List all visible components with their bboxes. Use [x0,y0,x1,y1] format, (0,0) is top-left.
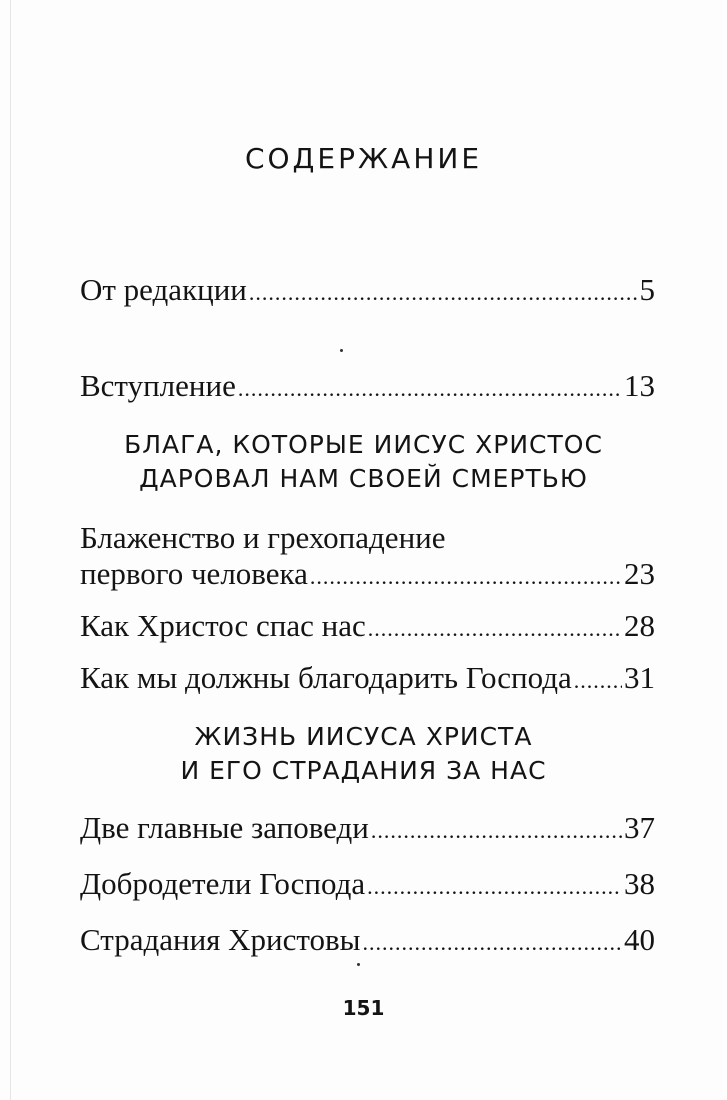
page-number: 151 [342,996,385,1020]
toc-entry-label: первого человека [80,556,308,591]
toc-entry-label: Как Христос спас нас [80,608,366,643]
toc-entry-label-line1: Блаженство и грехопадение [80,520,446,555]
toc-entry-page: 38 [624,866,655,901]
toc-entry-page: 23 [624,556,655,591]
toc-entry[interactable] [80,272,655,311]
toc-entry[interactable] [80,660,655,699]
section-heading-line: ДАРОВАЛ НАМ СВОЕЙ СМЕРТЬЮ [139,464,588,493]
toc-entry-label: От редакции [80,272,247,307]
toc-entry[interactable] [80,866,655,905]
toc-entry-page: 13 [624,368,655,403]
dot-leader [574,663,622,699]
section-heading [0,720,727,788]
section-heading-line: БЛАГА, КОТОРЫЕ ИИСУС ХРИСТОС [124,430,603,459]
dot-leader [310,559,622,595]
toc-entry[interactable] [80,922,655,961]
toc-entry-label: Как мы должны благодарить Господа [80,660,572,695]
toc-entry-page: 37 [624,810,655,845]
toc-entry-page: 31 [624,660,655,695]
dot-leader [363,925,622,961]
toc-entry[interactable] [80,520,655,595]
section-heading-line: ЖИЗНЬ ИИСУСА ХРИСТА [194,722,533,751]
dot-leader [238,371,622,407]
dot-leader [368,611,622,647]
section-heading [0,428,727,496]
dot-leader [367,869,622,905]
toc-entry-label: Вступление [80,368,236,403]
toc-entry[interactable] [80,608,655,647]
dot-leader [371,813,622,849]
dot-leader [249,275,638,311]
toc-entry-label: Добродетели Господа [80,866,366,901]
contents-title: СОДЕРЖАНИЕ [244,142,483,175]
toc-entry-label: Две главные заповеди [80,810,369,845]
print-speck [340,349,343,352]
toc-entry-page: 40 [624,922,655,957]
toc-entry-label: Страдания Христовы [80,922,361,957]
print-speck [357,963,360,966]
toc-entry[interactable] [80,368,655,407]
section-heading-line: И ЕГО СТРАДАНИЯ ЗА НАС [180,756,547,785]
toc-entry-page: 5 [639,272,655,307]
toc-entry-page: 28 [624,608,655,643]
toc-entry[interactable] [80,810,655,849]
